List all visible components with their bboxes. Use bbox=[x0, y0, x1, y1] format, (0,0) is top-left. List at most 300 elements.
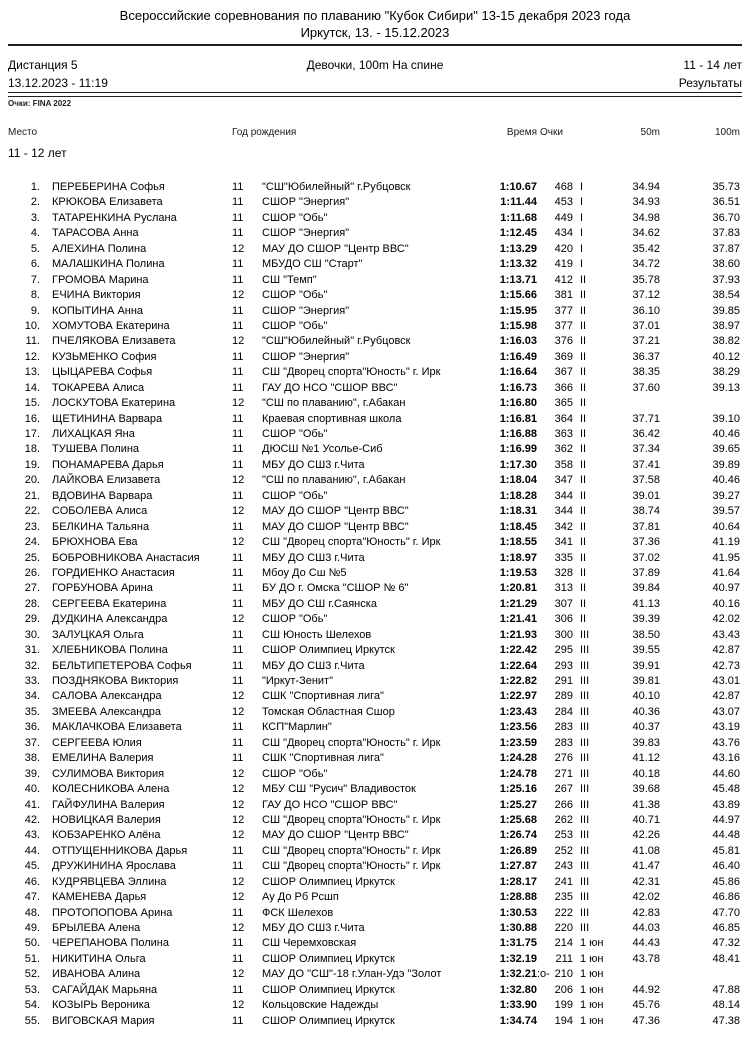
split-100m: 41.19 bbox=[712, 536, 740, 549]
split-100m: 46.40 bbox=[712, 860, 740, 873]
rank-category: III bbox=[580, 906, 590, 919]
rank-category: II bbox=[580, 489, 587, 502]
place-cell: 42. bbox=[24, 813, 40, 826]
club-name: Краевая спортивная школа bbox=[262, 412, 402, 425]
result-row bbox=[0, 319, 750, 334]
club-name: СШК "Спортивная лига" bbox=[262, 690, 384, 703]
club-name: ДЮСШ №1 Усолье-Сиб bbox=[262, 443, 383, 456]
competition-title-line1: Всероссийские соревнования по плаванию "Кубок Сибири" 13-15 декабря 2023 года bbox=[119, 8, 631, 23]
final-time: 1:17.30 bbox=[499, 458, 537, 471]
final-time: 1:10.67 bbox=[499, 181, 537, 193]
event-info-right bbox=[679, 56, 742, 92]
split-50m: 38.50 bbox=[632, 628, 660, 641]
birth-year: 11 bbox=[232, 458, 244, 471]
result-row bbox=[0, 659, 750, 674]
club-name: СШОР "Обь" bbox=[262, 211, 328, 224]
points: 468 bbox=[554, 181, 573, 193]
result-row bbox=[0, 412, 750, 427]
final-time: 1:15.98 bbox=[499, 319, 537, 332]
birth-year: 11 bbox=[232, 752, 244, 765]
result-row bbox=[0, 689, 750, 704]
rank-category: II bbox=[580, 428, 587, 440]
place-cell: 13. bbox=[24, 366, 40, 379]
birth-year: 11 bbox=[232, 736, 244, 749]
final-time: 1:30.88 bbox=[499, 922, 537, 934]
athlete-name: ПЕРЕБЕРИНА Софья bbox=[52, 181, 165, 193]
split-100m: 46.86 bbox=[712, 891, 740, 904]
points: 266 bbox=[554, 798, 573, 811]
points: 358 bbox=[554, 458, 573, 471]
column-header-points: Очки bbox=[540, 127, 563, 138]
rank-category: III bbox=[580, 644, 590, 657]
points: 289 bbox=[554, 690, 573, 703]
final-time: 1:11.44 bbox=[500, 196, 537, 209]
athlete-name: НОВИЦКАЯ Валерия bbox=[52, 813, 161, 826]
athlete-name: ГРОМОВА Марина bbox=[52, 273, 149, 286]
place-cell: 37. bbox=[24, 736, 40, 749]
split-100m: 41.64 bbox=[712, 566, 740, 579]
club-name: МБУ ДО СШ г.Саянска bbox=[262, 597, 377, 610]
club-name: СШОР "Энергия" bbox=[262, 350, 350, 363]
club-name: СШОР "Обь" bbox=[262, 428, 328, 440]
split-100m: 38.29 bbox=[712, 366, 740, 379]
place-cell: 43. bbox=[24, 829, 40, 842]
result-row bbox=[0, 195, 750, 210]
split-100m: 35.73 bbox=[712, 181, 740, 193]
final-time: 1:33.90 bbox=[499, 999, 537, 1012]
split-50m: 37.01 bbox=[632, 319, 660, 332]
athlete-name: БРЫЛЕВА Алена bbox=[52, 922, 141, 934]
birth-year: 12 bbox=[232, 999, 245, 1012]
split-100m: 38.60 bbox=[712, 258, 740, 271]
stage-label: Результаты bbox=[678, 76, 742, 90]
split-50m: 37.89 bbox=[632, 566, 660, 579]
rank-category: II bbox=[580, 381, 587, 394]
final-time: 1:18.45 bbox=[499, 520, 537, 533]
rank-category: III bbox=[580, 721, 590, 734]
split-100m: 39.13 bbox=[712, 381, 740, 394]
split-50m: 36.42 bbox=[632, 428, 660, 440]
final-time: 1:16.88 bbox=[499, 428, 537, 440]
birth-year: 11 bbox=[232, 381, 244, 394]
result-row bbox=[0, 875, 750, 890]
split-50m: 41.08 bbox=[632, 844, 660, 857]
athlete-name: БРЮХНОВА Ева bbox=[52, 536, 138, 549]
athlete-name: ГОРДИЕНКО Анастасия bbox=[52, 566, 175, 579]
rank-category: 1 юн bbox=[580, 968, 604, 981]
birth-year: 12 bbox=[232, 813, 245, 826]
split-100m: 39.89 bbox=[712, 458, 740, 471]
points: 420 bbox=[554, 242, 573, 255]
split-100m bbox=[680, 967, 740, 982]
result-row bbox=[0, 890, 750, 905]
points: 364 bbox=[554, 412, 573, 425]
points: 211 bbox=[555, 952, 573, 965]
athlete-name: ТУШЕВА Полина bbox=[52, 443, 140, 456]
club-name: СШ "Дворец спорта"Юность" г. Ирк bbox=[262, 844, 441, 857]
points: 381 bbox=[554, 289, 573, 302]
athlete-name: ЕМЕЛИНА Валерия bbox=[52, 752, 154, 765]
birth-year: 11 bbox=[232, 428, 244, 440]
athlete-name: ГОРБУНОВА Арина bbox=[52, 582, 153, 595]
place-cell: 9. bbox=[30, 304, 40, 317]
points: 434 bbox=[554, 227, 573, 240]
split-50m: 41.38 bbox=[632, 798, 660, 811]
split-50m: 40.71 bbox=[632, 813, 660, 826]
club-name: МБУ ДО СШ3 г.Чита bbox=[262, 458, 365, 471]
athlete-name: ЧЕРЕПАНОВА Полина bbox=[52, 937, 169, 950]
split-100m: 44.60 bbox=[712, 767, 740, 780]
result-row bbox=[0, 828, 750, 843]
club-name: СШ "Дворец спорта"Юность" г. Ирк bbox=[262, 860, 441, 873]
points: 252 bbox=[554, 844, 573, 857]
birth-year: 11 bbox=[232, 196, 244, 209]
split-100m: 43.07 bbox=[712, 705, 740, 718]
rank-category: II bbox=[580, 566, 587, 579]
rank-category: 1 юн bbox=[580, 983, 604, 996]
final-time: 1:23.43 bbox=[499, 705, 537, 718]
result-row bbox=[0, 551, 750, 566]
club-name: СШОР Олимпиец Иркутск bbox=[262, 952, 395, 965]
result-row bbox=[0, 813, 750, 828]
place-cell: 51. bbox=[24, 952, 40, 965]
birth-year: 11 bbox=[232, 566, 244, 579]
split-100m: 39.10 bbox=[712, 412, 740, 425]
split-50m: 41.12 bbox=[632, 752, 660, 765]
athlete-name: КОЗЫРЬ Вероника bbox=[52, 999, 150, 1012]
athlete-name: ИВАНОВА Алина bbox=[52, 968, 141, 981]
place-cell: 15. bbox=[24, 397, 40, 410]
place-cell: 12. bbox=[24, 350, 40, 363]
split-50m: 37.34 bbox=[632, 443, 660, 456]
club-name: МБУДО СШ "Старт" bbox=[262, 258, 363, 271]
final-time: 1:24.28 bbox=[499, 752, 537, 765]
column-header-birth-year: Год рождения bbox=[232, 127, 297, 138]
results-rows bbox=[0, 180, 750, 1029]
birth-year: 12 bbox=[232, 397, 245, 410]
club-name: СШ "Дворец спорта"Юность" г. Ирк bbox=[262, 813, 441, 826]
place-cell: 24. bbox=[24, 536, 40, 549]
place-cell: 16. bbox=[24, 412, 40, 425]
result-row bbox=[0, 967, 750, 982]
final-time: 1:13.32 bbox=[499, 258, 537, 271]
split-100m: 43.89 bbox=[712, 798, 740, 811]
club-name: МАУ ДО СШОР "Центр ВВС" bbox=[262, 520, 409, 533]
split-50m: 42.26 bbox=[632, 829, 660, 842]
club-name: СШ Черемховская bbox=[262, 937, 357, 950]
points: 341 bbox=[554, 536, 573, 549]
split-100m: 47.70 bbox=[712, 906, 740, 919]
points: 293 bbox=[554, 659, 573, 672]
club-name: ГАУ ДО НСО "СШОР ВВС" bbox=[262, 381, 398, 394]
final-time: 1:27.87 bbox=[499, 860, 537, 873]
club-name: СШОР "Обь" bbox=[262, 319, 328, 332]
place-cell: 48. bbox=[24, 906, 40, 919]
split-50m: 39.91 bbox=[632, 659, 660, 672]
points: 453 bbox=[554, 196, 573, 209]
event-datetime: 13.12.2023 - 11:19 bbox=[8, 76, 108, 90]
athlete-name: ЛОСКУТОВА Екатерина bbox=[52, 397, 176, 410]
split-100m: 38.97 bbox=[712, 319, 740, 332]
result-row bbox=[0, 273, 750, 288]
birth-year: 12 bbox=[232, 891, 245, 904]
split-100m: 45.48 bbox=[712, 783, 740, 796]
points: 367 bbox=[554, 366, 573, 379]
club-name: МБУ ДО СШ3 г.Чита bbox=[262, 659, 365, 672]
competition-title-line2: Иркутск, 13. - 15.12.2023 bbox=[300, 25, 450, 40]
split-50m: 37.71 bbox=[632, 412, 660, 425]
place-cell: 53. bbox=[24, 983, 40, 996]
birth-year: 11 bbox=[232, 1014, 244, 1027]
final-time: 1:28.88 bbox=[499, 891, 537, 904]
birth-year: 12 bbox=[232, 783, 245, 796]
split-100m: 39.57 bbox=[712, 505, 740, 518]
split-50m: 38.74 bbox=[632, 505, 660, 518]
club-name: СШОР "Обь" bbox=[262, 767, 328, 780]
place-cell: 45. bbox=[24, 860, 40, 873]
rank-category: III bbox=[580, 875, 590, 888]
rank-category: I bbox=[580, 258, 584, 271]
birth-year: 11 bbox=[232, 350, 244, 363]
result-row bbox=[0, 998, 750, 1013]
rank-category: II bbox=[580, 397, 587, 410]
final-time: 1:19.53 bbox=[499, 566, 537, 579]
place-cell: 1. bbox=[30, 181, 40, 193]
club-name: ФСК Шелехов bbox=[262, 906, 334, 919]
points: 335 bbox=[554, 551, 573, 564]
final-time: 1:13.71 bbox=[499, 273, 537, 286]
points: 344 bbox=[554, 505, 573, 518]
result-row bbox=[0, 180, 750, 195]
rank-category: II bbox=[580, 335, 587, 348]
rank-category: III bbox=[580, 628, 590, 641]
place-cell: 55. bbox=[24, 1014, 40, 1027]
split-100m: 40.64 bbox=[712, 520, 740, 533]
result-row bbox=[0, 983, 750, 998]
rank-category: II bbox=[580, 366, 587, 379]
split-100m: 48.14 bbox=[712, 999, 740, 1012]
split-100m: 42.87 bbox=[712, 690, 740, 703]
birth-year: 12 bbox=[232, 875, 245, 888]
athlete-name: ВДОВИНА Варвара bbox=[52, 489, 153, 502]
split-50m: 34.98 bbox=[632, 211, 660, 224]
final-time: 1:15.66 bbox=[499, 289, 537, 302]
place-cell: 4. bbox=[30, 227, 40, 240]
split-100m: 43.01 bbox=[712, 675, 740, 687]
birth-year: 11 bbox=[232, 659, 244, 672]
points: 222 bbox=[554, 906, 573, 919]
rank-category: II bbox=[580, 412, 587, 425]
rank-category: II bbox=[580, 613, 587, 626]
athlete-name: ТОКАРЕВА Алиса bbox=[52, 381, 145, 394]
split-50m: 47.36 bbox=[632, 1014, 660, 1027]
result-row bbox=[0, 211, 750, 226]
club-name: СШОР "Энергия" bbox=[262, 196, 350, 209]
rank-category: III bbox=[580, 922, 590, 934]
club-name: МАУ ДО СШОР "Центр ВВС" bbox=[262, 242, 409, 255]
result-row bbox=[0, 242, 750, 257]
result-row bbox=[0, 751, 750, 766]
result-row bbox=[0, 612, 750, 627]
points: 377 bbox=[554, 304, 573, 317]
event-info-left bbox=[8, 56, 108, 92]
result-row bbox=[0, 535, 750, 550]
split-50m: 44.92 bbox=[632, 983, 660, 996]
split-50m: 37.41 bbox=[632, 458, 660, 471]
club-name: Мбоу До Сш №5 bbox=[262, 566, 347, 579]
result-row bbox=[0, 365, 750, 380]
club-name: Ау До Рб Рсшп bbox=[262, 891, 339, 904]
rank-category: III bbox=[580, 844, 590, 857]
club-name: МБУ ДО СШ3 г.Чита bbox=[262, 551, 365, 564]
final-time: 1:25.27 bbox=[499, 798, 537, 811]
split-50m: 35.42 bbox=[632, 242, 660, 255]
scoring-note: Очки: FINA 2022 bbox=[8, 99, 72, 108]
athlete-name: ГАЙФУЛИНА Валерия bbox=[52, 798, 165, 811]
club-name: "СШ по плаванию", г.Абакан bbox=[262, 474, 406, 487]
rank-category: I bbox=[580, 211, 584, 224]
place-cell: 11. bbox=[25, 335, 40, 348]
athlete-name: СУЛИМОВА Виктория bbox=[52, 767, 165, 780]
competition-title bbox=[0, 7, 750, 41]
points: 342 bbox=[554, 520, 573, 533]
birth-year: 12 bbox=[232, 289, 245, 302]
split-50m: 39.55 bbox=[632, 644, 660, 657]
result-row bbox=[0, 720, 750, 735]
split-100m: 40.97 bbox=[712, 582, 740, 595]
split-50m: 36.37 bbox=[632, 350, 660, 363]
split-50m: 42.02 bbox=[632, 891, 660, 904]
club-name: СШОР "Обь" bbox=[262, 289, 328, 302]
split-100m: 40.16 bbox=[712, 597, 740, 610]
result-row bbox=[0, 921, 750, 936]
athlete-name: КРЮКОВА Елизавета bbox=[52, 196, 163, 209]
result-row bbox=[0, 798, 750, 813]
rank-category: I bbox=[580, 227, 584, 240]
final-time: 1:16.73 bbox=[499, 381, 537, 394]
final-time: 1:16.03 bbox=[499, 335, 537, 348]
split-50m: 40.36 bbox=[632, 705, 660, 718]
athlete-name: ЛАЙКОВА Елизавета bbox=[52, 474, 161, 487]
final-time: 1:18.97 bbox=[499, 551, 537, 564]
place-cell: 28. bbox=[24, 597, 40, 610]
birth-year: 11 bbox=[232, 366, 244, 379]
athlete-name: ЗАЛУЦКАЯ Ольга bbox=[52, 628, 144, 641]
club-name: МАУ ДО СШОР "Центр ВВС" bbox=[262, 829, 409, 842]
final-time: 1:32.21 bbox=[499, 968, 537, 981]
place-cell: 25. bbox=[24, 551, 40, 564]
rank-category: II bbox=[580, 536, 587, 549]
split-100m: 44.48 bbox=[712, 829, 740, 842]
birth-year: 12 bbox=[232, 968, 245, 981]
birth-year: 12 bbox=[232, 613, 245, 626]
athlete-name: СОБОЛЕВА Алиса bbox=[52, 505, 148, 518]
birth-year: 11 bbox=[232, 721, 244, 734]
points: 194 bbox=[554, 1014, 573, 1027]
split-50m: 39.84 bbox=[632, 582, 660, 595]
points: 253 bbox=[554, 829, 573, 842]
final-time: 1:24.78 bbox=[499, 767, 537, 780]
rank-category: III bbox=[580, 752, 590, 765]
split-50m: 45.76 bbox=[632, 999, 660, 1012]
result-row bbox=[0, 906, 750, 921]
column-header-place: Место bbox=[8, 127, 38, 138]
points: 276 bbox=[554, 752, 573, 765]
points: 267 bbox=[554, 783, 573, 796]
club-name: СШ "Дворец спорта"Юность" г. Ирк bbox=[262, 736, 441, 749]
club-name: СШОР "Энергия" bbox=[262, 304, 350, 317]
athlete-name: ДУДКИНА Александра bbox=[52, 613, 168, 626]
split-100m: 36.70 bbox=[712, 211, 740, 224]
club-name: МБУ ДО СШ3 г.Чита bbox=[262, 922, 365, 934]
final-time: 1:18.04 bbox=[499, 474, 537, 487]
rank-category: II bbox=[580, 443, 587, 456]
result-row bbox=[0, 643, 750, 658]
result-row bbox=[0, 381, 750, 396]
split-50m: 42.31 bbox=[632, 875, 660, 888]
birth-year: 11 bbox=[232, 412, 244, 425]
rank-category: II bbox=[580, 582, 587, 595]
club-name: СШОР "Энергия" bbox=[262, 227, 350, 240]
result-row bbox=[0, 520, 750, 535]
place-cell: 21. bbox=[24, 489, 40, 502]
birth-year: 11 bbox=[232, 304, 244, 317]
points: 284 bbox=[554, 705, 573, 718]
result-row bbox=[0, 427, 750, 442]
birth-year: 12 bbox=[232, 505, 245, 518]
rank-category: 1 юн bbox=[580, 952, 604, 965]
points: 214 bbox=[554, 937, 573, 950]
place-cell: 29. bbox=[24, 613, 40, 626]
age-section-label: 11 - 12 лет bbox=[8, 146, 67, 160]
birth-year: 11 bbox=[232, 551, 244, 564]
athlete-name: ЛИХАЦКАЯ Яна bbox=[52, 428, 135, 440]
place-cell: 23. bbox=[24, 520, 40, 533]
place-cell: 34. bbox=[24, 690, 40, 703]
split-50m: 40.10 bbox=[632, 690, 660, 703]
result-row bbox=[0, 257, 750, 272]
split-50m: 40.18 bbox=[632, 767, 660, 780]
birth-year: 11 bbox=[232, 582, 244, 595]
birth-year: 11 bbox=[232, 937, 244, 950]
result-row bbox=[0, 952, 750, 967]
birth-year: 11 bbox=[232, 844, 244, 857]
rank-category: II bbox=[580, 551, 587, 564]
place-cell: 32. bbox=[24, 659, 40, 672]
rank-category: III bbox=[580, 813, 590, 826]
column-header-split50: 50m bbox=[640, 127, 660, 138]
split-100m: 43.43 bbox=[712, 628, 740, 641]
header-divider bbox=[8, 92, 742, 97]
split-50m: 42.83 bbox=[632, 906, 660, 919]
split-100m: 41.95 bbox=[712, 551, 740, 564]
final-time: 1:26.74 bbox=[499, 829, 537, 842]
split-50m: 37.12 bbox=[632, 289, 660, 302]
result-row bbox=[0, 566, 750, 581]
final-time: 1:21.29 bbox=[499, 597, 537, 610]
split-100m: 40.46 bbox=[712, 428, 740, 440]
place-cell: 22. bbox=[24, 505, 40, 518]
athlete-name: САГАЙДАК Марьяна bbox=[52, 983, 158, 996]
points: 241 bbox=[554, 875, 573, 888]
split-100m: 46.85 bbox=[712, 922, 740, 934]
final-time: 1:16.49 bbox=[499, 350, 537, 363]
split-100m: 45.86 bbox=[712, 875, 740, 888]
split-100m: 37.87 bbox=[712, 242, 740, 255]
place-cell: 17. bbox=[24, 428, 40, 440]
place-cell: 30. bbox=[24, 628, 40, 641]
split-100m: 37.93 bbox=[712, 273, 740, 286]
